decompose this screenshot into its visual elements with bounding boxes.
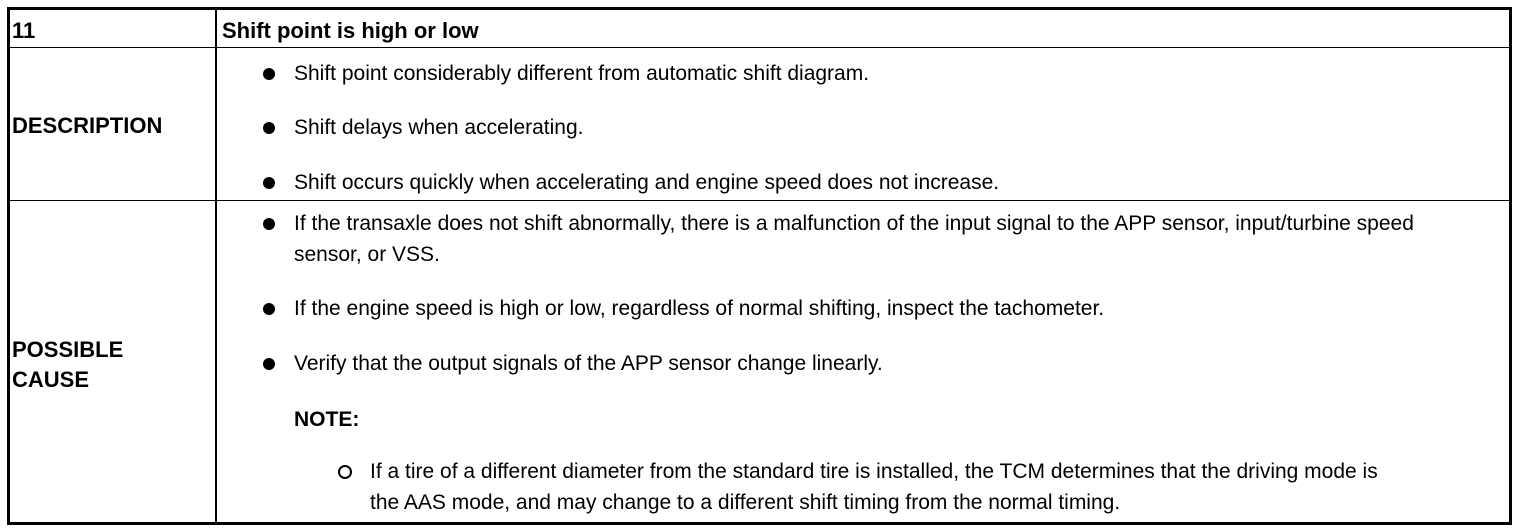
description-label: DESCRIPTION bbox=[12, 113, 163, 138]
hollow-bullet-icon bbox=[338, 465, 352, 479]
bullet-icon bbox=[263, 303, 275, 315]
possible-cause-item: Verify that the output signals of the APP sensor change linearly. bbox=[294, 352, 883, 375]
item-number: 11 bbox=[12, 18, 36, 43]
note-label: NOTE: bbox=[294, 408, 360, 431]
column-divider bbox=[215, 10, 217, 522]
troubleshooting-table bbox=[7, 7, 1512, 525]
possible-cause-label-line1: POSSIBLE bbox=[12, 337, 124, 362]
bullet-icon bbox=[263, 358, 275, 370]
note-item: If a tire of a different diameter from the standard tire is installed, the TCM determines that the driving mode is the AAS mode, and may change to a different shift timing from the normal timing. bbox=[370, 460, 1378, 514]
bullet-icon bbox=[263, 218, 275, 230]
bullet-icon bbox=[263, 122, 275, 134]
description-item: Shift occurs quickly when accelerating and engine speed does not increase. bbox=[294, 171, 1000, 194]
description-item: Shift point considerably different from automatic shift diagram. bbox=[294, 62, 870, 85]
possible-cause-item: If the transaxle does not shift abnormally, there is a malfunction of the input signal to the APP sensor, input/turbine speed sensor, or VSS. bbox=[294, 212, 1414, 266]
description-item: Shift delays when accelerating. bbox=[294, 116, 584, 139]
bullet-icon bbox=[263, 177, 275, 189]
possible-cause-item: If the engine speed is high or low, regardless of normal shifting, inspect the tachometer. bbox=[294, 297, 1105, 320]
section-divider bbox=[10, 200, 1509, 201]
symptom-title: Shift point is high or low bbox=[222, 18, 479, 43]
bullet-icon bbox=[263, 68, 275, 80]
possible-cause-label-line2: CAUSE bbox=[12, 367, 90, 392]
header-divider bbox=[10, 47, 1509, 48]
